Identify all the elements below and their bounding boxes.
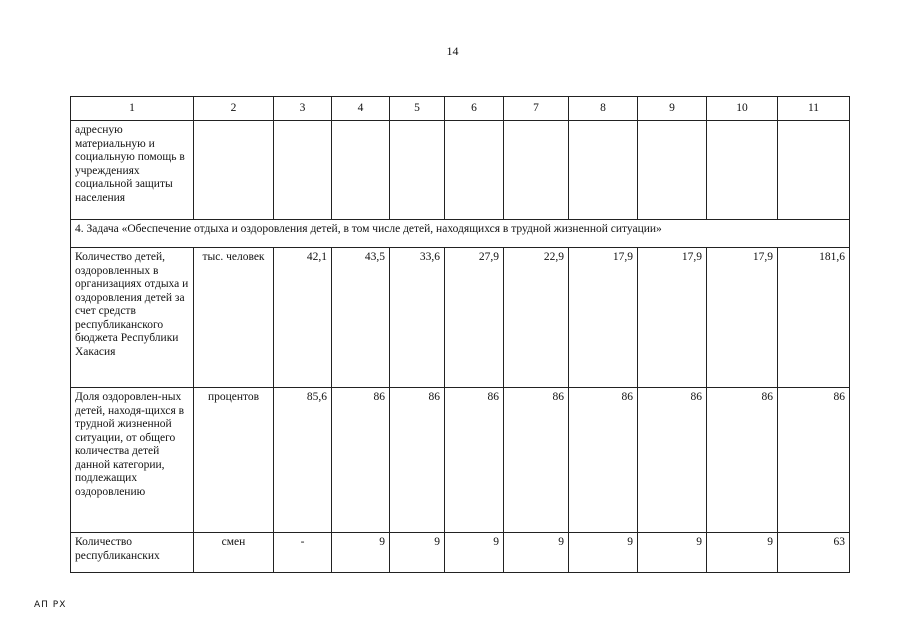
table-row xyxy=(71,121,850,220)
column-number-row xyxy=(71,97,850,121)
row-label: Количество детей, оздоровленных в организациях отдыха и оздоровления детей за счет средств республиканского бюджета Республики Хакасия xyxy=(71,248,194,388)
table-row xyxy=(71,533,850,573)
value-cell: 9 xyxy=(707,533,778,573)
unit-cell: смен xyxy=(194,533,274,573)
column-header: 1 xyxy=(71,97,194,121)
value-cell: 43,5 xyxy=(332,248,390,388)
table-cell xyxy=(778,121,850,220)
column-header: 10 xyxy=(707,97,778,121)
table-cell xyxy=(332,121,390,220)
column-header: 3 xyxy=(274,97,332,121)
table-cell xyxy=(569,121,638,220)
column-header: 9 xyxy=(638,97,707,121)
value-cell: 9 xyxy=(569,533,638,573)
value-cell: 33,6 xyxy=(390,248,445,388)
column-header: 6 xyxy=(445,97,504,121)
column-header: 7 xyxy=(504,97,569,121)
table-cell xyxy=(707,121,778,220)
value-cell: 86 xyxy=(504,388,569,533)
value-cell: 86 xyxy=(445,388,504,533)
value-cell: 9 xyxy=(445,533,504,573)
table-cell xyxy=(504,121,569,220)
value-cell: 63 xyxy=(778,533,850,573)
value-cell: 9 xyxy=(332,533,390,573)
value-cell: - xyxy=(274,533,332,573)
page-number: 14 xyxy=(446,44,459,58)
table-cell xyxy=(390,121,445,220)
table-cell xyxy=(445,121,504,220)
value-cell: 86 xyxy=(390,388,445,533)
table-row xyxy=(71,388,850,533)
value-cell: 17,9 xyxy=(707,248,778,388)
value-cell: 86 xyxy=(332,388,390,533)
task-row xyxy=(71,220,850,248)
row-label: Доля оздоровлен-ных детей, находя-щихся в трудной жизненной ситуации, от общего количества детей данной категории, подлежащих оздоровлению xyxy=(71,388,194,533)
unit-cell: тыс. человек xyxy=(194,248,274,388)
value-cell: 86 xyxy=(778,388,850,533)
value-cell: 86 xyxy=(707,388,778,533)
value-cell: 86 xyxy=(638,388,707,533)
table-cell xyxy=(274,121,332,220)
task-title: 4. Задача «Обеспечение отдыха и оздоровления детей, в том числе детей, находящихся в трудной жизненной ситуации» xyxy=(71,220,850,248)
column-header: 5 xyxy=(390,97,445,121)
column-header: 11 xyxy=(778,97,850,121)
table-cell xyxy=(194,121,274,220)
value-cell: 9 xyxy=(504,533,569,573)
value-cell: 22,9 xyxy=(504,248,569,388)
value-cell: 9 xyxy=(390,533,445,573)
row-label: Количество республиканских xyxy=(71,533,194,573)
column-header: 4 xyxy=(332,97,390,121)
value-cell: 27,9 xyxy=(445,248,504,388)
column-header: 8 xyxy=(569,97,638,121)
indicators-table xyxy=(70,96,850,573)
value-cell: 17,9 xyxy=(638,248,707,388)
value-cell: 17,9 xyxy=(569,248,638,388)
value-cell: 181,6 xyxy=(778,248,850,388)
footer-mark: АП РХ xyxy=(34,600,67,610)
table-row xyxy=(71,248,850,388)
unit-cell: процентов xyxy=(194,388,274,533)
value-cell: 42,1 xyxy=(274,248,332,388)
value-cell: 85,6 xyxy=(274,388,332,533)
row-label: адресную материальную и социальную помощь в учреждениях социальной защиты населения xyxy=(71,121,194,220)
value-cell: 86 xyxy=(569,388,638,533)
value-cell: 9 xyxy=(638,533,707,573)
table-cell xyxy=(638,121,707,220)
column-header: 2 xyxy=(194,97,274,121)
